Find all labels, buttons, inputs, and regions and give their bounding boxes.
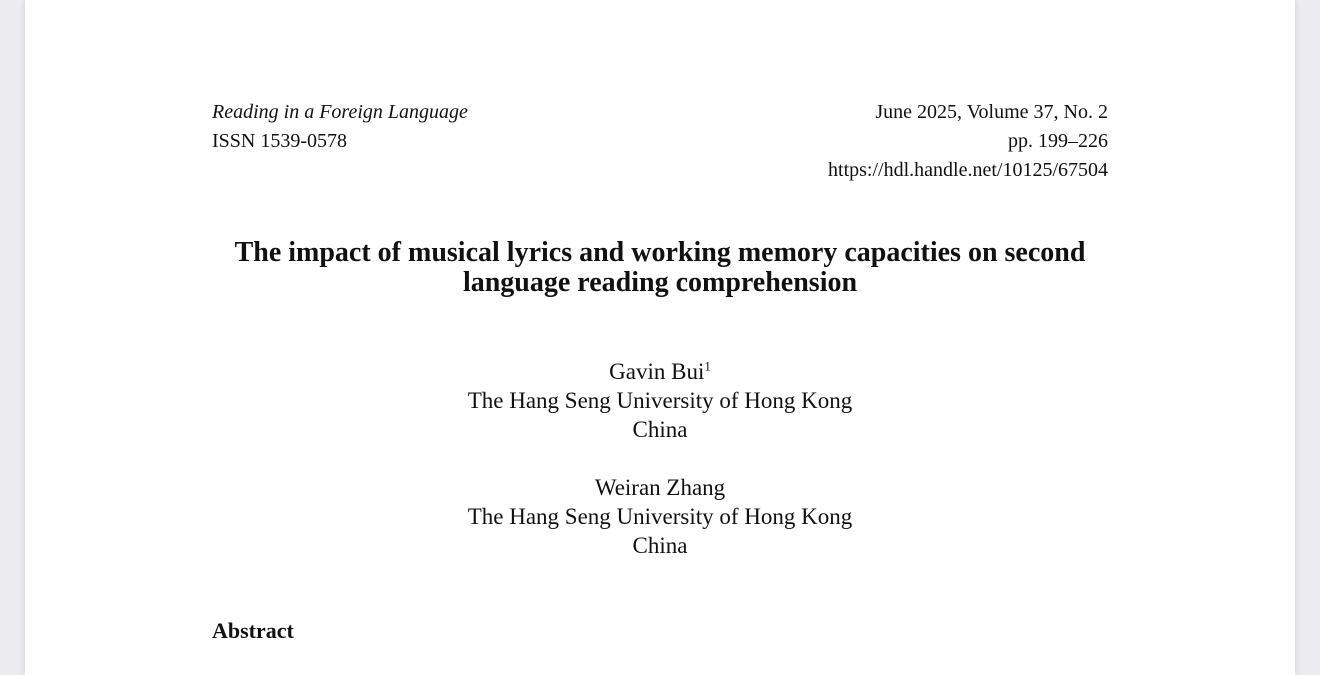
journal-header-left <box>212 98 468 156</box>
author-block <box>360 357 960 444</box>
author-country: China <box>632 533 688 558</box>
abstract-heading: Abstract <box>212 618 294 643</box>
issue-info: June 2025, Volume 37, No. 2 <box>875 101 1108 123</box>
issn: ISSN 1539-0578 <box>212 130 348 152</box>
author-affiliation: The Hang Seng University of Hong Kong <box>467 504 853 529</box>
page-range: pp. 199–226 <box>1008 130 1108 152</box>
journal-name: Reading in a Foreign Language <box>212 101 468 123</box>
author-name: Weiran Zhang <box>594 475 726 500</box>
author-affiliation: The Hang Seng University of Hong Kong <box>467 388 853 413</box>
author-name: Gavin Bui <box>609 359 705 384</box>
journal-header-right <box>828 98 1108 185</box>
title-line-2: language reading comprehension <box>462 267 858 298</box>
document-page <box>25 0 1295 675</box>
title-line-1: The impact of musical lyrics and working memory capacities on second <box>234 237 1086 268</box>
handle-link[interactable]: https://hdl.handle.net/10125/67504 <box>828 159 1108 181</box>
author-country: China <box>632 417 688 442</box>
author-name-line <box>360 357 960 386</box>
author-block <box>360 473 960 560</box>
author-footnote-marker[interactable]: 1 <box>704 358 711 374</box>
paper-title <box>175 238 1145 298</box>
